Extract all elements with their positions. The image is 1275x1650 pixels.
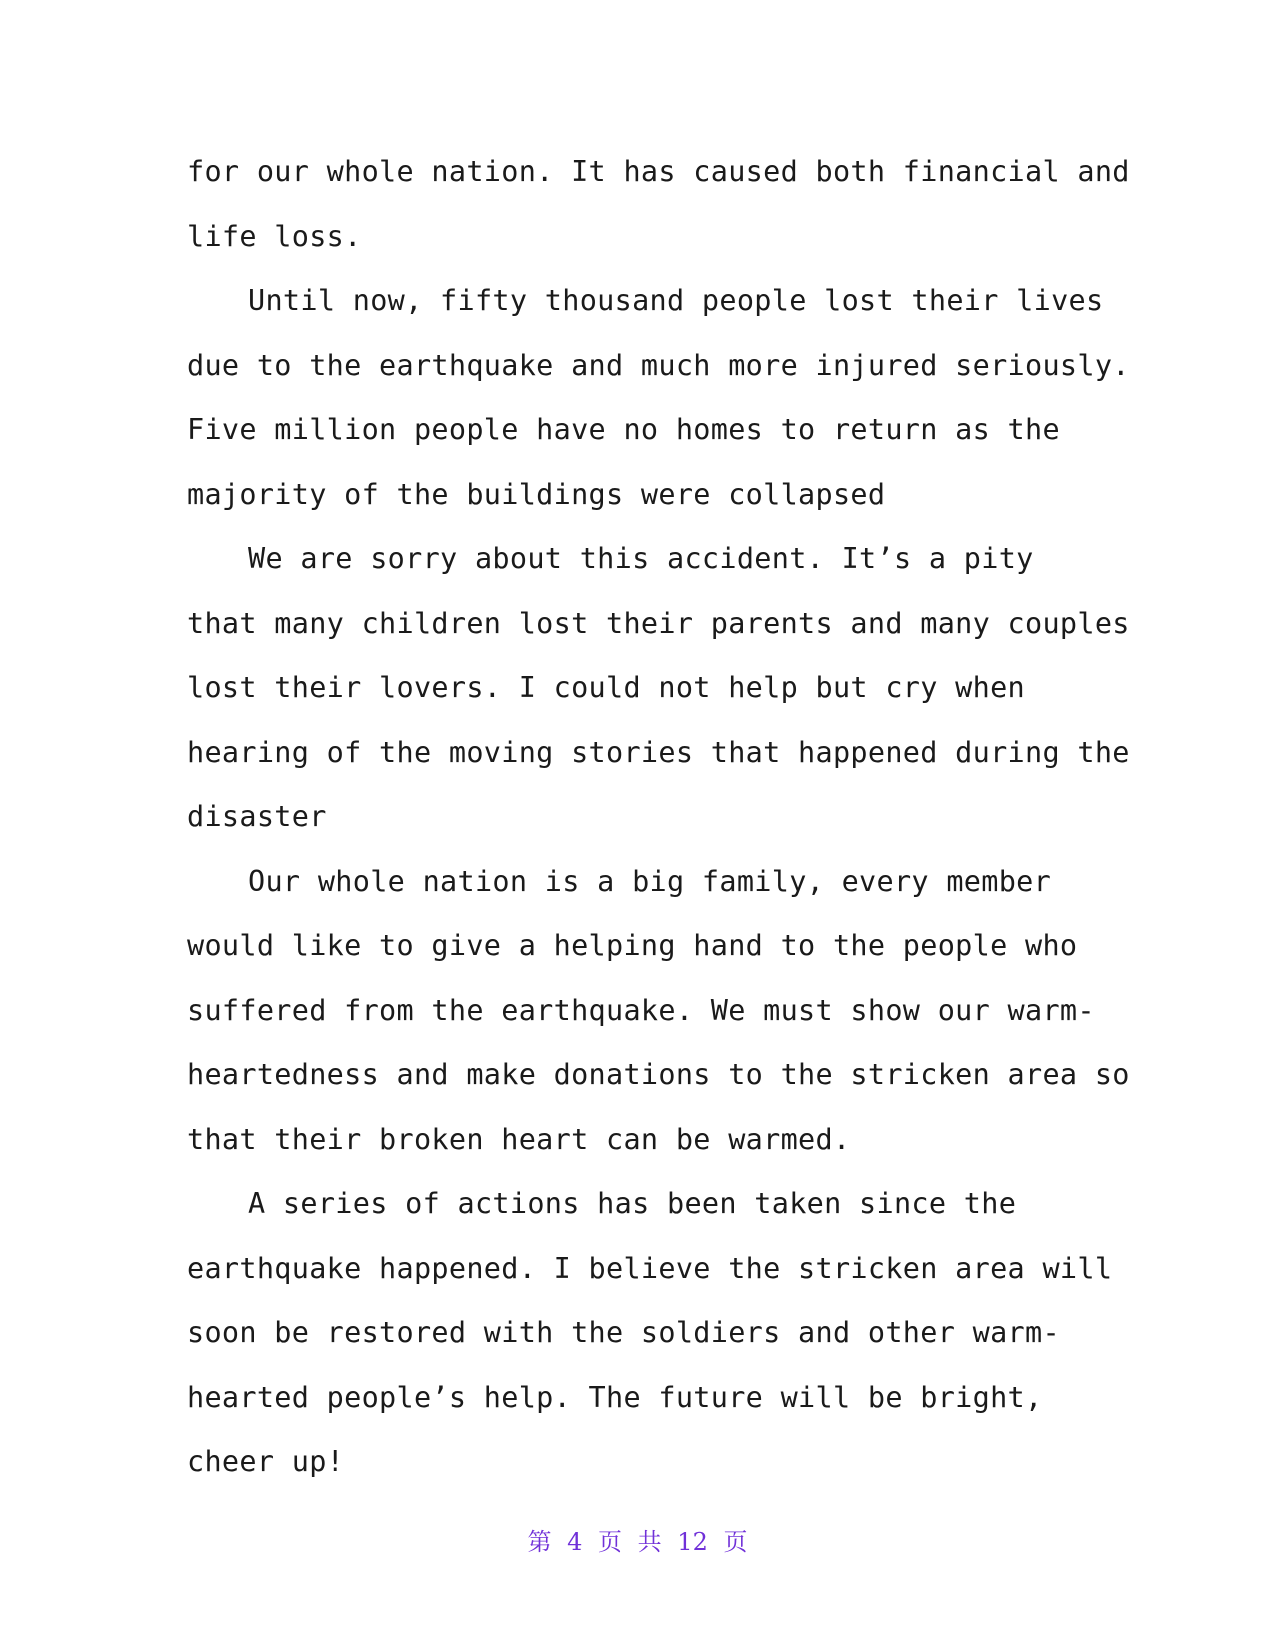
paragraph-2-line-3: Five million people have no homes to return as the	[187, 413, 1060, 446]
page-footer: 第 4 页 共 12 页	[527, 1528, 748, 1556]
paragraph-3-line-5: disaster	[187, 800, 327, 833]
paragraph-3-line-1: We are sorry about this accident. It’s a pity	[248, 542, 1034, 575]
paragraph-5-line-1: A series of actions has been taken since the	[248, 1187, 1017, 1220]
paragraph-1-line-2: life loss.	[187, 219, 362, 253]
paragraph-5-line-3: soon be restored with the soldiers and other warm-	[187, 1316, 1060, 1349]
paragraph-4-line-1: Our whole nation is a big family, every member	[248, 864, 1052, 898]
paragraph-5-line-2: earthquake happened. I believe the stricken area will	[187, 1251, 1113, 1285]
paragraph-2-line-4: majority of the buildings were collapsed	[187, 477, 886, 511]
paragraph-3-line-2: that many children lost their parents and many couples	[187, 606, 1130, 640]
paragraph-2-line-2: due to the earthquake and much more injured seriously.	[187, 348, 1130, 382]
paragraph-4-line-2: would like to give a helping hand to the people who	[187, 929, 1078, 962]
paragraph-4-line-5: that their broken heart can be warmed.	[187, 1122, 851, 1156]
paragraph-1-line-1: for our whole nation. It has caused both financial and	[187, 155, 1130, 188]
paragraph-3-line-4: hearing of the moving stories that happened during the	[187, 735, 1130, 769]
paragraph-4-line-3: suffered from the earthquake. We must show our warm-	[187, 993, 1095, 1027]
paragraph-2-line-1: Until now, fifty thousand people lost their lives	[248, 284, 1104, 317]
paragraph-5-line-4: hearted people’s help. The future will be bright,	[187, 1380, 1043, 1414]
body-text	[187, 140, 1130, 1495]
paragraph-3-line-3: lost their lovers. I could not help but cry when	[187, 671, 1026, 704]
paragraph-4-line-4: heartedness and make donations to the stricken area so	[187, 1058, 1130, 1091]
paragraph-5-line-5: cheer up!	[187, 1445, 345, 1478]
